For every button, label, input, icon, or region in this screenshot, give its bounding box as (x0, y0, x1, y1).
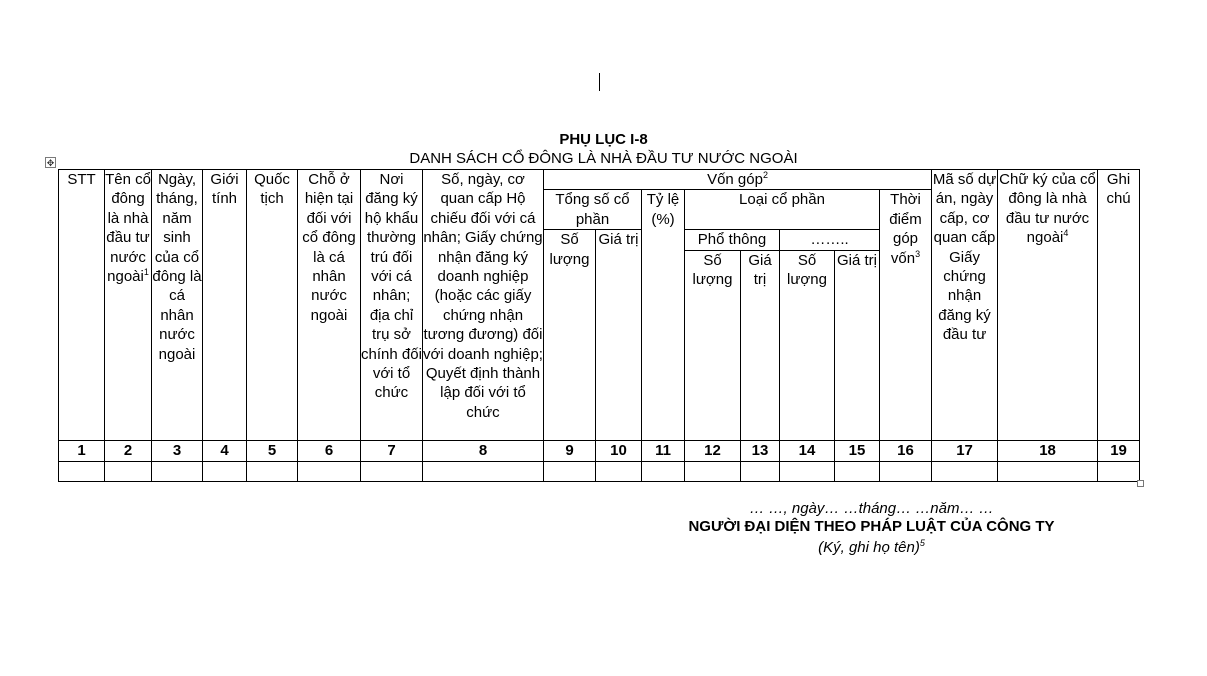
table-cell[interactable] (105, 461, 152, 481)
column-number: 16 (880, 440, 932, 461)
column-number: 1 (59, 440, 105, 461)
column-number: 12 (685, 440, 741, 461)
move-icon[interactable]: ✥ (46, 158, 55, 168)
header-project-code: Mã số dự án, ngày cấp, cơ quan cấp Giấy chứng nhận đăng ký đầu tư (932, 170, 998, 441)
column-number: 13 (741, 440, 780, 461)
column-number: 6 (298, 440, 361, 461)
table-cell[interactable] (932, 461, 998, 481)
header-common-shares: Phổ thông (685, 230, 780, 250)
header-total-value: Giá trị (596, 230, 642, 440)
table-row (59, 461, 1140, 481)
column-number: 10 (596, 440, 642, 461)
header-notes: Ghi chú (1098, 170, 1140, 441)
table-cell[interactable] (1098, 461, 1140, 481)
header-ratio: Tỷ lệ (%) (642, 190, 685, 440)
header-share-type: Loại cổ phần (685, 190, 880, 230)
header-stt: STT (59, 170, 105, 441)
column-number: 2 (105, 440, 152, 461)
header-common-quantity: Số lượng (685, 250, 741, 440)
header-nationality: Quốc tịch (247, 170, 298, 441)
header-signature: Chữ ký của cổ đông là nhà đầu tư nước ngoài$^4$ (998, 170, 1098, 441)
header-capital-contribution: Vốn góp$^2$ (544, 170, 932, 190)
table-cell[interactable] (59, 461, 105, 481)
column-number: 4 (203, 440, 247, 461)
signature-representative: NGƯỜI ĐẠI DIỆN THEO PHÁP LUẬT CỦA CÔNG TY (688, 518, 1055, 535)
header-total-quantity: Số lượng (544, 230, 596, 440)
column-number: 17 (932, 440, 998, 461)
column-number: 7 (361, 440, 423, 461)
table-cell[interactable] (642, 461, 685, 481)
column-number: 19 (1098, 440, 1140, 461)
column-number: 9 (544, 440, 596, 461)
column-number: 8 (423, 440, 544, 461)
header-name: Tên cổ đông là nhà đầu tư nước ngoài$^1$ (105, 170, 152, 441)
table-cell[interactable] (880, 461, 932, 481)
table-cell[interactable] (741, 461, 780, 481)
column-number: 15 (835, 440, 880, 461)
header-other-shares: …….. (780, 230, 880, 250)
shareholder-table (58, 169, 1140, 482)
text-cursor (599, 73, 600, 91)
table-cell[interactable] (835, 461, 880, 481)
header-other-value: Giá trị (835, 250, 880, 440)
table-cell[interactable] (596, 461, 642, 481)
header-residence: Chỗ ở hiện tại đối với cổ đông là cá nhân nước ngoài (298, 170, 361, 441)
header-common-value: Giá trị (741, 250, 780, 440)
table-cell[interactable] (780, 461, 835, 481)
column-number: 11 (642, 440, 685, 461)
table-cell[interactable] (423, 461, 544, 481)
header-other-quantity: Số lượng (780, 250, 835, 440)
column-number: 5 (247, 440, 298, 461)
signature-note: (Ký, ghi họ tên)$^5$ (818, 538, 925, 556)
header-total-shares: Tổng số cổ phần (544, 190, 642, 230)
column-number: 3 (152, 440, 203, 461)
header-document-info: Số, ngày, cơ quan cấp Hộ chiếu đối với cá nhân; Giấy chứng nhận đăng ký doanh nghiệp (hoặc các giấy chứng nhận tương đương) đối với doanh nghiệp; Quyết định thành lập đối với tổ chức (423, 170, 544, 441)
table-cell[interactable] (247, 461, 298, 481)
table-cell[interactable] (298, 461, 361, 481)
header-registered-address: Nơi đăng ký hộ khẩu thường trú đối với cá nhân; địa chỉ trụ sở chính đối với tổ chức (361, 170, 423, 441)
appendix-subtitle: DANH SÁCH CỔ ĐÔNG LÀ NHÀ ĐẦU TƯ NƯỚC NGOÀI (409, 150, 798, 167)
signature-date-line: … …, ngày… …tháng… …năm… … (749, 500, 994, 517)
column-number: 18 (998, 440, 1098, 461)
table-cell[interactable] (361, 461, 423, 481)
table-cell[interactable] (544, 461, 596, 481)
table-cell[interactable] (998, 461, 1098, 481)
resize-handle-icon[interactable] (1137, 480, 1144, 487)
header-contribution-time: Thời điểm góp vốn$^3$ (880, 190, 932, 440)
appendix-title: PHỤ LỤC I-8 (559, 131, 648, 148)
table-cell[interactable] (203, 461, 247, 481)
column-number: 14 (780, 440, 835, 461)
header-gender: Giới tính (203, 170, 247, 441)
table-cell[interactable] (685, 461, 741, 481)
column-number-row (59, 440, 1140, 461)
table-cell[interactable] (152, 461, 203, 481)
header-birthdate: Ngày, tháng, năm sinh của cổ đông là cá nhân nước ngoài (152, 170, 203, 441)
